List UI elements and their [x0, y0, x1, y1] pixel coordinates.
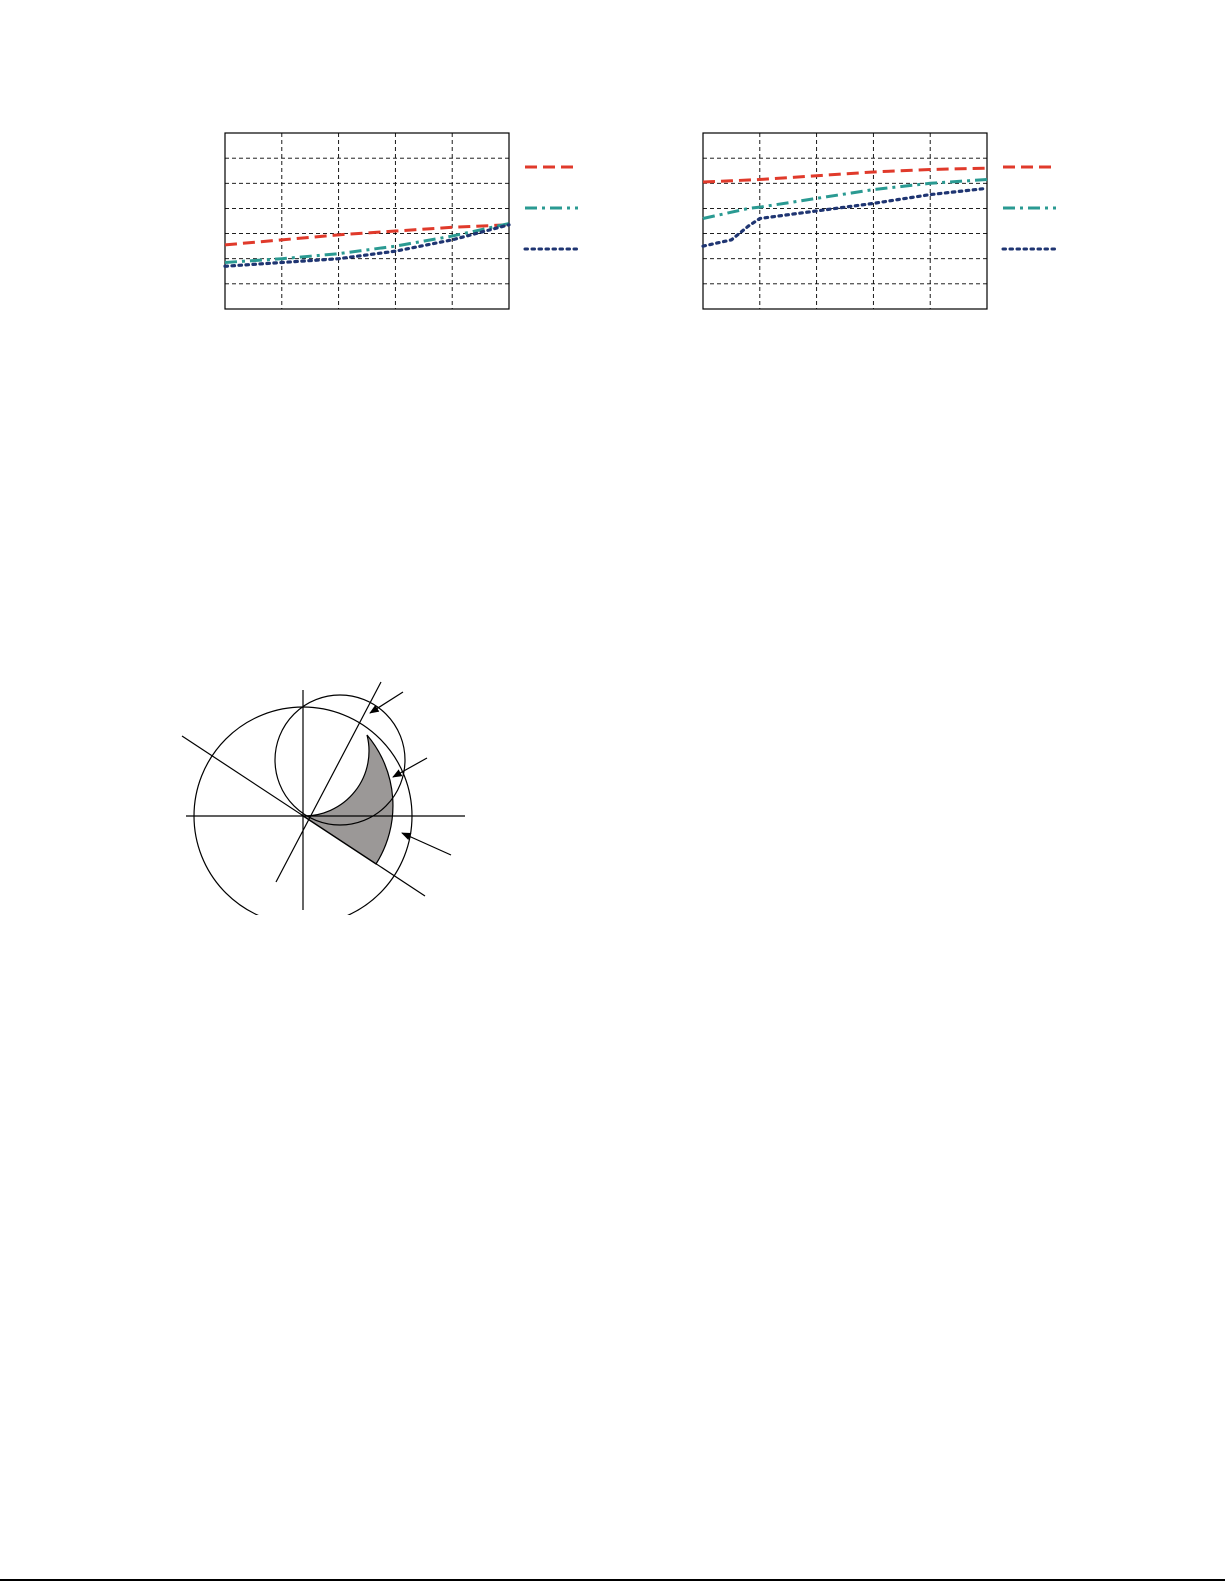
footer-rule — [0, 1579, 1225, 1581]
chart-right — [688, 120, 1088, 325]
plot-frame — [703, 133, 987, 309]
arrow-2 — [393, 758, 427, 777]
series-line-3 — [703, 188, 987, 246]
arrow-3 — [402, 833, 451, 855]
chart-left — [210, 120, 610, 325]
arrow-1 — [370, 692, 403, 713]
plot-frame — [225, 133, 509, 309]
series-line-2 — [225, 224, 509, 263]
circle-diagram — [170, 670, 470, 915]
series-line-2 — [703, 180, 987, 219]
series-line-1 — [703, 168, 987, 182]
